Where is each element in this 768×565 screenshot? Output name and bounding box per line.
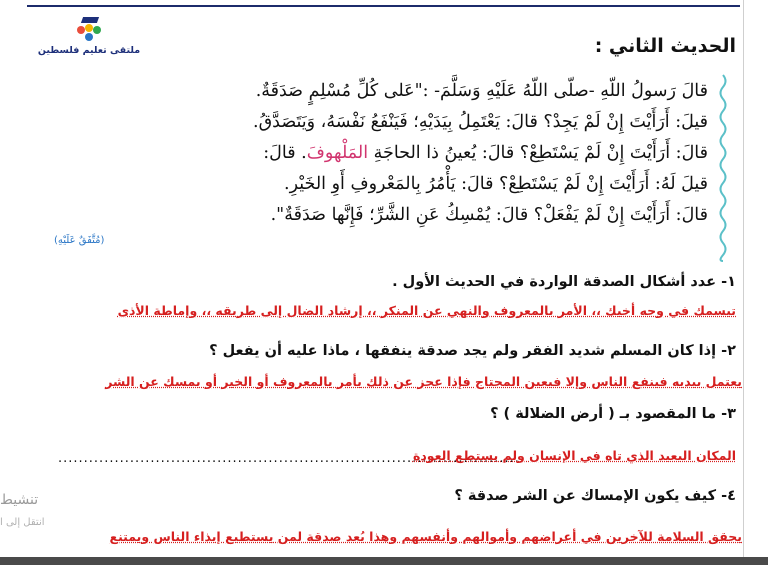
answer-line: .......................................................................................... [58,451,520,466]
answer-1: تبسمك في وجه أخيك ،، الأمر بالمعروف والنهي عن المنكر ،، إرشاد الضال إلى طريقه ،، وإماطة الأذى [117,303,736,318]
answer-3: المكان البعيد الذي تاه في الإنسان ولم يستطع العودة [412,448,736,463]
page-edge [743,0,744,565]
hadith-source: (مُتَّفَقٌ عَلَيْهِ) [54,235,105,246]
wavy-border-icon [718,75,728,261]
hadith-box [46,75,728,261]
hadith-line: قيلَ لَهُ: أَرَأَيْتَ إِنْ لَمْ يَسْتَطِعْ؟ قالَ: يَأْمُرُ بِالمَعْروفِ أَوِ الخَيْرِ. [284,174,708,194]
logo-icon [74,14,104,44]
bottom-bar [0,557,768,565]
question-2: ٢- إذا كان المسلم شديد الفقر ولم يجد صدقة ينفقها ، ماذا عليه أن يفعل ؟ [209,343,736,359]
answer-4: يحقق السلامة للآخرين في أعراضهم وأموالهم وأنفسهم وهذا يُعد صدقة لمن يستطيع إيذاء الناس ويمتنع [109,529,742,544]
hadith-line: قالَ رَسولُ اللّهِ -صلّى اللّهُ عَلَيْهِ وَسَلَّمَ- :"عَلى كُلِّ مُسْلِمٍ صَدَقَةٌ. [255,81,708,101]
hadith-line: قيلَ: أَرَأَيْتَ إِنْ لَمْ يَجِدْ؟ قالَ: يَعْتَمِلُ بِيَدَيْهِ؛ فَيَنْفَعُ نَفْسَهُ، وَيَتَصَدَّقُ. [253,112,708,132]
top-border [27,5,740,7]
activation-watermark: تنشيط [0,492,39,508]
answer-2: يعتمل بيديه فينفع الناس وإلا فيعين المحتاج فإذا عجز عن ذلك يأمر بالمعروف أو الخير أو يمسك عن الشر [105,374,742,389]
hadith-line: قالَ: أَرَأَيْتَ إِنْ لَمْ يَفْعَلْ؟ قالَ: يُمْسِكُ عَنِ الشَّرِّ؛ فَإِنَّها صَدَقَةٌ". [270,205,708,225]
logo-text: ملتقى تعليم فلسطين [37,45,141,56]
page-title: الحديث الثاني : [594,35,736,57]
activation-watermark-sub: انتقل إلى ا [0,517,45,528]
question-1: ١- عدد أشكال الصدقة الواردة في الحديث الأول . [392,274,736,290]
hadith-text: . قالَ: [263,143,307,163]
logo [34,14,144,58]
question-4: ٤- كيف يكون الإمساك عن الشر صدقة ؟ [454,488,736,504]
highlight-word: المَلْهوفَ [306,143,369,163]
hadith-text: قالَ: أَرَأَيْتَ إِنْ لَمْ يَسْتَطِعْ؟ قالَ: يُعينُ ذا الحاجَةِ [373,143,708,163]
question-3: ٣- ما المقصود بـ ( أرض الضلالة ) ؟ [490,406,736,422]
hadith-line [263,143,708,163]
